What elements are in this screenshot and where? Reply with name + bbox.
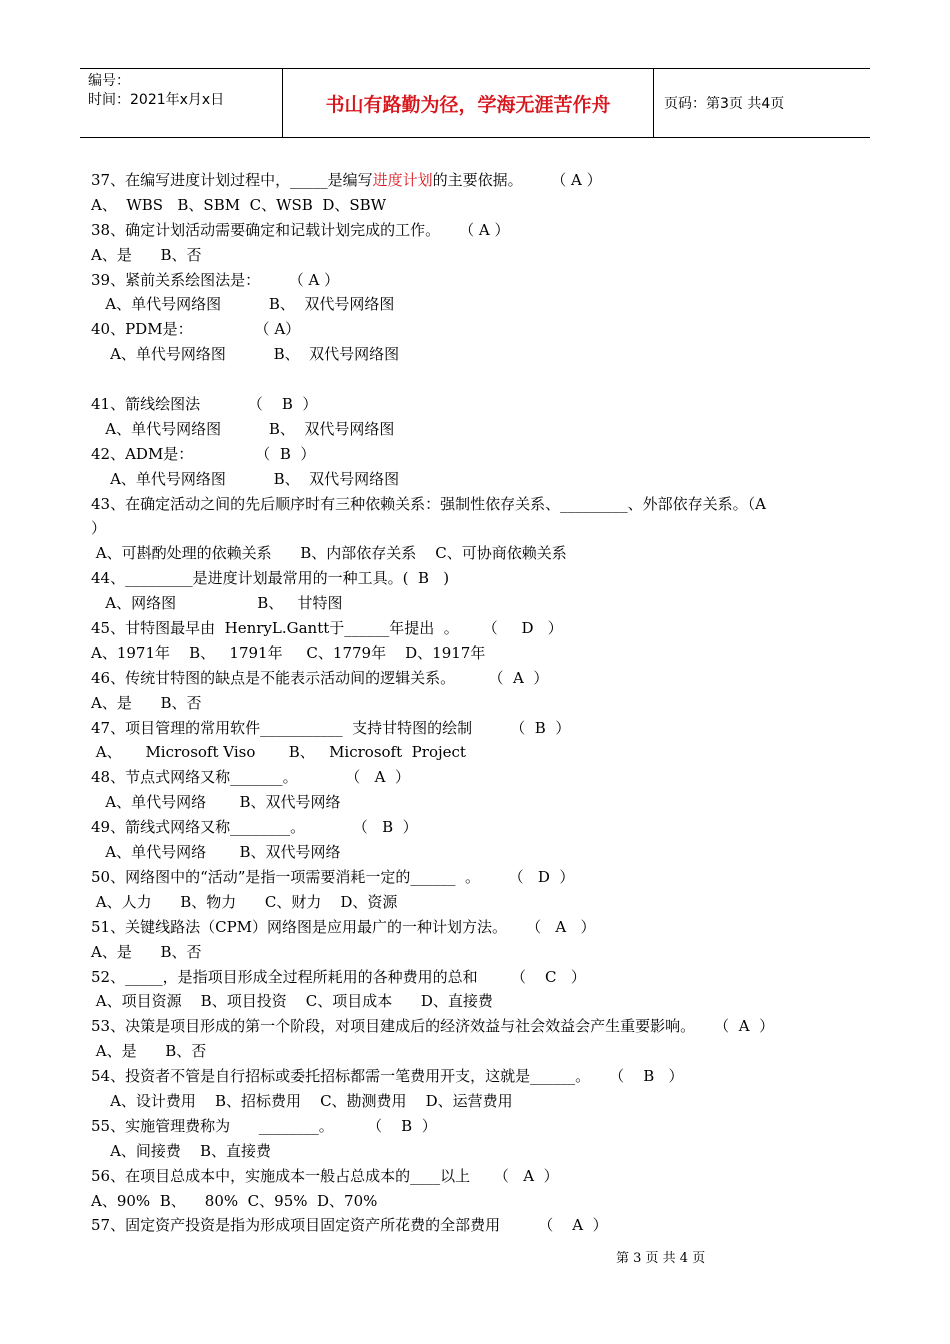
line-text: A、单代号网络图 B、 双代号网络图 xyxy=(91,295,395,314)
line-text: A、间接费 B、直接费 xyxy=(91,1141,272,1160)
question-line xyxy=(91,890,871,915)
line-text: A、 Microsoft Viso B、 Microsoft Project xyxy=(91,743,466,762)
line-text: A、是 B、否 xyxy=(91,693,202,712)
line-text: 41、箭线绘图法 （ B ） xyxy=(91,395,318,414)
question-line xyxy=(91,940,871,965)
line-text: 50、网络图中的“活动”是指一项需要消耗一定的______ 。 （ D ） xyxy=(91,867,575,886)
question-line xyxy=(91,1039,871,1064)
line-text: A、90% B、 80% C、95% D、70% xyxy=(91,1191,378,1210)
question-line xyxy=(91,168,871,193)
question-line xyxy=(91,467,871,492)
header-info xyxy=(80,69,282,137)
line-text: ） xyxy=(91,519,107,538)
page-header xyxy=(80,68,870,138)
line-text: 48、节点式网络又称_______。 （ A ） xyxy=(91,768,410,787)
question-line xyxy=(91,915,871,940)
question-line xyxy=(91,516,871,541)
question-line xyxy=(91,790,871,815)
question-line xyxy=(91,1213,871,1238)
document-number-label: 编号： xyxy=(88,73,130,89)
document-date-label: 时间：2021年x月x日 xyxy=(88,92,225,108)
line-text: 40、PDM是： （ A） xyxy=(91,320,301,339)
question-line xyxy=(91,292,871,317)
line-text: A、 WBS B、SBM C、WSB D、SBW xyxy=(91,195,387,214)
question-line xyxy=(91,591,871,616)
question-line xyxy=(91,1089,871,1114)
question-line xyxy=(91,965,871,990)
line-text: 43、在确定活动之间的先后顺序时有三种依赖关系：强制性依存关系、_________、外部依存关系。（A xyxy=(91,494,766,513)
line-text: 46、传统甘特图的缺点是不能表示活动间的逻辑关系。 （ A ） xyxy=(91,668,549,687)
line-text: 39、紧前关系绘图法是： （ A ） xyxy=(91,270,340,289)
question-list xyxy=(91,168,871,1238)
line-text: A、单代号网络 B、双代号网络 xyxy=(91,793,341,812)
question-line xyxy=(91,716,871,741)
question-line xyxy=(91,1064,871,1089)
question-line xyxy=(91,193,871,218)
line-text: 51、关键线路法（CPM）网络图是应用最广的一种计划方法。 （ A ） xyxy=(91,917,596,936)
line-text: A、网络图 B、 甘特图 xyxy=(91,594,343,613)
line-text: A、1971年 B、 1791年 C、1779年 D、1917年 xyxy=(91,643,486,662)
line-text: A、单代号网络 B、双代号网络 xyxy=(91,843,341,862)
question-line xyxy=(91,218,871,243)
question-line xyxy=(91,417,871,442)
question-line xyxy=(91,243,871,268)
line-text: A、项目资源 B、项目投资 C、项目成本 D、直接费 xyxy=(91,992,493,1011)
line-text: 47、项目管理的常用软件___________ 支持甘特图的绘制 （ B ） xyxy=(91,718,571,737)
line-text: 45、甘特图最早由 HenryL.Gantt于______年提出 。 （ D ） xyxy=(91,619,563,638)
header-page-number: 页码：第3页 共4页 xyxy=(664,96,785,112)
header-motto: 书山有路勤为径，学海无涯苦作舟 xyxy=(282,69,654,137)
line-text: 52、_____，是指项目形成全过程所耗用的各种费用的总和 （ C ） xyxy=(91,967,586,986)
line-text: A、可斟酌处理的依赖关系 B、内部依存关系 C、可协商依赖关系 xyxy=(91,544,567,563)
question-line xyxy=(91,666,871,691)
question-line xyxy=(91,740,871,765)
line-text: 57、固定资产投资是指为形成项目固定资产所花费的全部费用 （ A ） xyxy=(91,1216,608,1235)
question-line xyxy=(91,865,871,890)
line-text-tail: 的主要依据。 （ A ） xyxy=(432,171,602,189)
question-line xyxy=(91,1164,871,1189)
page-footer: 第 3 页 共 4 页 xyxy=(616,1251,706,1266)
question-line xyxy=(91,566,871,591)
question-line xyxy=(91,616,871,641)
line-text: 56、在项目总成本中，实施成本一般占总成本的____以上 （ A ） xyxy=(91,1166,559,1185)
question-line xyxy=(91,815,871,840)
question-line xyxy=(91,268,871,293)
question-line xyxy=(91,1139,871,1164)
question-line xyxy=(91,765,871,790)
line-text: 38、确定计划活动需要确定和记载计划完成的工作。 （ A ） xyxy=(91,220,510,239)
line-text: 49、箭线式网络又称________。 （ B ） xyxy=(91,818,418,837)
line-text: A、是 B、否 xyxy=(91,1042,207,1061)
highlighted-term: 进度计划 xyxy=(372,171,433,189)
question-line xyxy=(91,641,871,666)
line-text: A、是 B、否 xyxy=(91,245,202,264)
line-text: A、设计费用 B、招标费用 C、勘测费用 D、运营费用 xyxy=(91,1091,513,1110)
line-text: A、人力 B、物力 C、财力 D、资源 xyxy=(91,892,398,911)
question-line xyxy=(91,840,871,865)
line-text: 54、投资者不管是自行招标或委托招标都需一笔费用开支，这就是______。 （ B ） xyxy=(91,1067,684,1086)
line-text: 42、ADM是： （ B ） xyxy=(91,444,316,463)
line-text: 55、实施管理费称为 ________。 （ B ） xyxy=(91,1116,437,1135)
question-line xyxy=(91,1189,871,1214)
question-line xyxy=(91,1014,871,1039)
question-line xyxy=(91,392,871,417)
line-text: A、是 B、否 xyxy=(91,942,202,961)
question-line xyxy=(91,1114,871,1139)
question-line xyxy=(91,317,871,342)
line-text: 44、_________是进度计划最常用的一种工具。( B ) xyxy=(91,569,450,588)
line-text: 37、在编写进度计划过程中，_____是编写 xyxy=(91,171,373,189)
question-line xyxy=(91,367,871,392)
question-line xyxy=(91,691,871,716)
question-line xyxy=(91,492,871,517)
line-text: A、单代号网络图 B、 双代号网络图 xyxy=(91,469,400,488)
line-text: 53、决策是项目形成的第一个阶段，对项目建成后的经济效益与社会效益会产生重要影响。 （ A ） xyxy=(91,1017,775,1036)
question-line xyxy=(91,342,871,367)
line-text: A、单代号网络图 B、 双代号网络图 xyxy=(91,345,400,364)
line-text: A、单代号网络图 B、 双代号网络图 xyxy=(91,419,395,438)
question-line xyxy=(91,541,871,566)
question-line xyxy=(91,442,871,467)
question-line xyxy=(91,989,871,1014)
